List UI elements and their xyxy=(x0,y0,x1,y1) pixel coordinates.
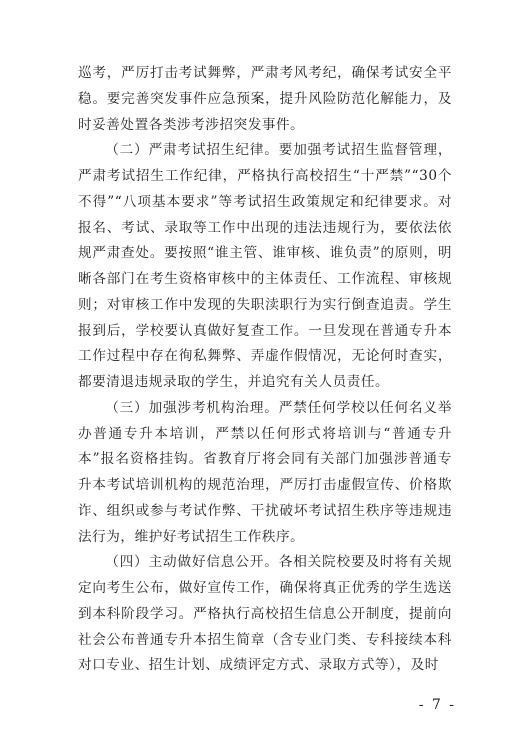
page-number: - 7 - xyxy=(418,697,456,713)
paragraph-section-3: （三）加强涉考机构治理。严禁任何学校以任何名义举办普通专升本培训，严禁以任何形式将培训与“普通专升本”报名资格挂钩。省教育厅将会同有关部门加强涉普通专升本考试培训机构的规范治理，严厉打击虚假宣传、价格欺诈、组织或参与考试作弊、干扰破坏考试招生秩序等违规违法行为，维护好考试招生工作秩序。 xyxy=(78,399,452,545)
paragraph-section-2: （二）严肃考试招生纪律。要加强考试招生监督管理，严肃考试招生工作纪律，严格执行高校招生“十严禁”“30个不得”“八项基本要求”等考试招生政策规定和纪律要求。对报名、考试、录取等工作中出现的违法违规行为，要依法依规严肃查处。要按照“谁主管、谁审核、谁负责”的原则，明晰各部门在考生资格审核中的主体责任、工作流程、审核规则；对审核工作中发现的失职渎职行为实行倒查追责。学生报到后，学校要认真做好复查工作。一旦发现在普通专升本工作过程中存在徇私舞弊、弄虚作假情况，无论何时查实，都要清退违规录取的学生，并追究有关人员责任。 xyxy=(78,142,452,390)
document-body xyxy=(78,61,452,679)
paragraph-section-4: （四）主动做好信息公开。各相关院校要及时将有关规定向考生公布，做好宣传工作，确保将真正优秀的学生选送到本科阶段学习。严格执行高校招生信息公开制度，提前向社会公布普通专升本招生简章（含专业门类、专科接续本科对口专业、招生计划、成绩评定方式、录取方式等），及时 xyxy=(78,554,452,674)
paragraph-continuation: 巡考，严厉打击考试舞弊，严肃考风考纪，确保考试安全平稳。要完善突发事件应急预案，提升风险防范化解能力，及时妥善处置各类涉考涉招突发事件。 xyxy=(78,65,452,133)
